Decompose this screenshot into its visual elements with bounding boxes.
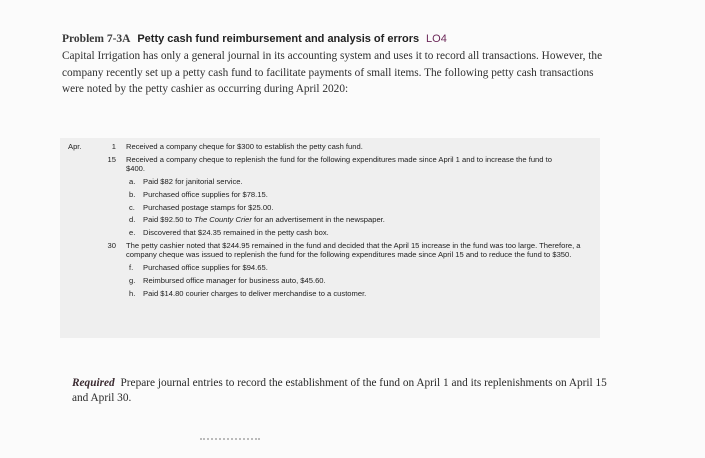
item-text-part: for an advertisement in the newspaper. bbox=[251, 215, 385, 225]
problem-intro: Capital Irrigation has only a general journal in its accounting system and uses it to record all transactions. However, the company recently set up a petty cash fund to facilitate payments of small items. The following petty cash transactions were noted by the petty cashier as occurring during April 2020: bbox=[62, 50, 603, 95]
required-text: Prepare journal entries to record the establishment of the fund on April 1 and its replenishments on April 15 and April 30. bbox=[72, 377, 607, 404]
item-letter: f. bbox=[129, 263, 134, 273]
transaction-row bbox=[68, 241, 592, 260]
transaction-row bbox=[68, 155, 592, 174]
item-letter: g. bbox=[129, 275, 136, 285]
problem-title: Petty cash fund reimbursement and analysis of errors bbox=[137, 33, 420, 45]
expenditure-item bbox=[68, 215, 592, 225]
expenditure-item bbox=[68, 228, 592, 238]
item-text bbox=[143, 215, 592, 225]
expenditure-item bbox=[68, 203, 592, 213]
item-letter: a. bbox=[129, 176, 136, 186]
expenditure-item bbox=[68, 289, 592, 299]
transaction-day: 30 bbox=[107, 240, 116, 250]
problem-number: Problem 7-3A bbox=[62, 33, 131, 45]
transaction-text: The petty cashier noted that $244.95 remained in the fund and decided that the April 15 increase in the fund was too large. Therefore, a company cheque was issued to replenish the fund for the following expenditures made since April 15 and to reduce the fund to $350. bbox=[126, 240, 581, 260]
item-text: Reimbursed office manager for business auto, $45.60. bbox=[143, 275, 326, 285]
item-text-part: Paid $92.50 to bbox=[143, 215, 195, 225]
item-letter: b. bbox=[129, 189, 136, 199]
item-letter: c. bbox=[129, 202, 135, 212]
transaction-day: 15 bbox=[107, 154, 116, 164]
transaction-month: Apr. bbox=[68, 142, 82, 151]
item-text: Purchased office supplies for $78.15. bbox=[143, 189, 268, 199]
learning-objective-tag: LO4 bbox=[426, 33, 447, 45]
expenditure-item bbox=[68, 190, 592, 200]
expenditure-item bbox=[68, 177, 592, 187]
transaction-text: Received a company cheque to replenish the fund for the following expenditures made since April 1 and to increase the fund to $400. bbox=[126, 154, 552, 174]
item-text: Purchased postage stamps for $25.00. bbox=[143, 202, 274, 212]
transaction-day: 1 bbox=[111, 142, 116, 151]
item-text: Discovered that $24.35 remained in the petty cash box. bbox=[143, 228, 329, 238]
expenditure-item bbox=[68, 276, 592, 286]
required-label: Required bbox=[72, 377, 115, 389]
item-letter: e. bbox=[129, 228, 136, 238]
transaction-text: Received a company cheque for $300 to establish the petty cash fund. bbox=[126, 142, 363, 151]
transaction-row bbox=[68, 142, 592, 152]
transactions-list bbox=[68, 142, 592, 298]
expenditure-item bbox=[68, 263, 592, 273]
transactions-panel bbox=[60, 138, 600, 338]
item-text: Paid $14.80 courier charges to deliver merchandise to a customer. bbox=[143, 288, 367, 298]
required-section bbox=[72, 376, 612, 406]
cut-off-text-fragment bbox=[200, 438, 260, 442]
item-text: Paid $82 for janitorial service. bbox=[143, 176, 243, 186]
newspaper-name: The County Crier bbox=[194, 215, 252, 225]
problem-heading bbox=[62, 33, 622, 45]
item-letter: d. bbox=[129, 215, 136, 225]
item-letter: h. bbox=[129, 288, 136, 298]
item-text: Purchased office supplies for $94.65. bbox=[143, 263, 268, 273]
